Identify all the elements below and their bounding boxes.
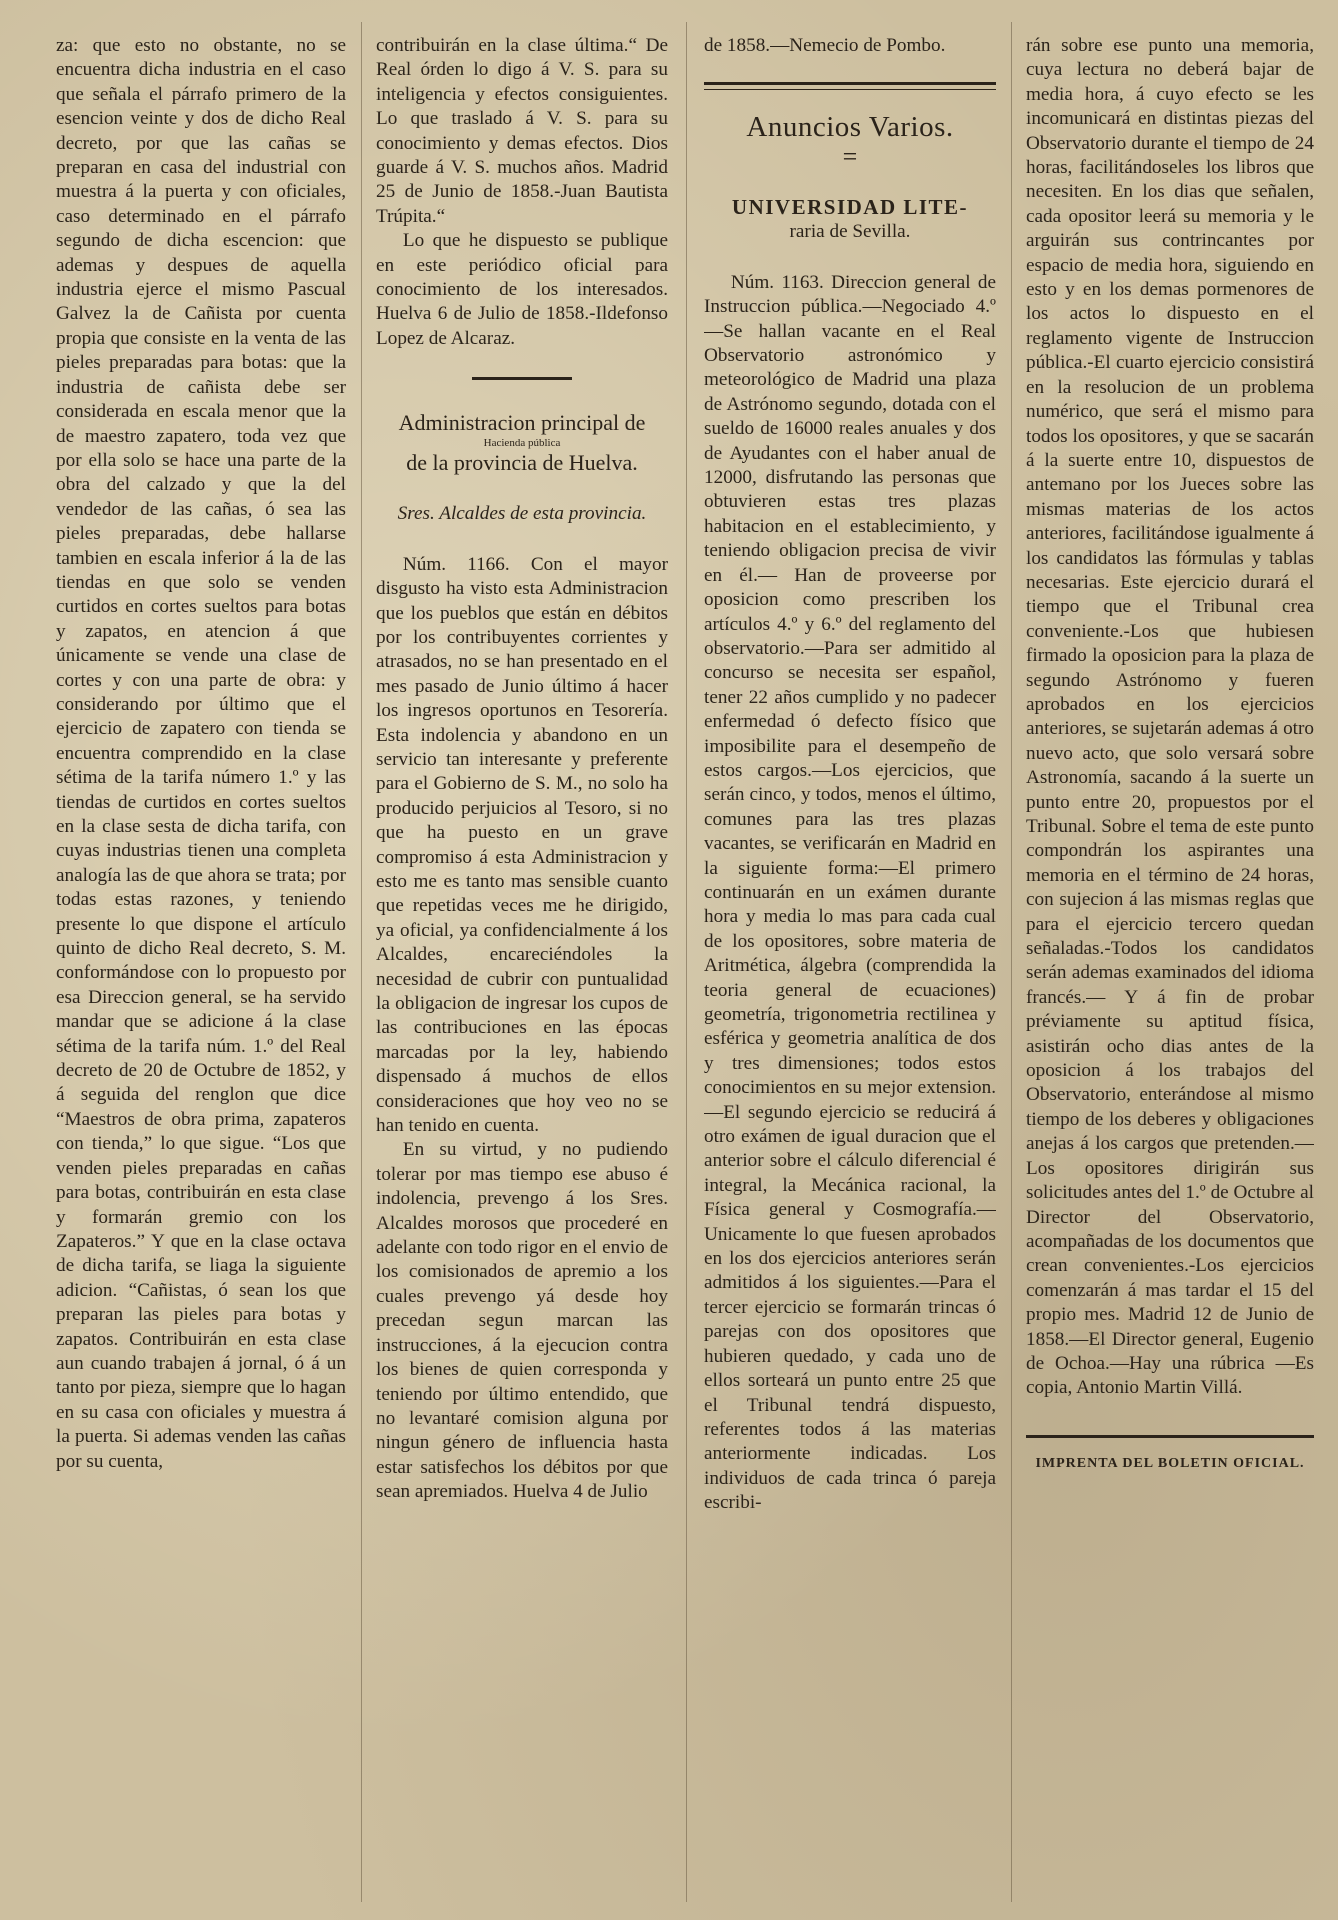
column-divider [1011, 22, 1012, 1902]
col2-publication-note: Lo que he dispuesto se publique en este periódico oficial para conocimiento de los interesados. Huelva 6 de Julio de 1858.-Ildefonso Lopez de Alcaraz. [376, 230, 668, 349]
col3-signature: de 1858.—Nemecio de Pombo. [704, 35, 946, 56]
university-title: UNIVERSIDAD LITE- [731, 195, 969, 220]
notice-1166-continued: En su virtud, y no pudiendo tolerar por mas tiempo ese abuso é indolencia, prevengo á los Sres. Alcaldes morosos que procederé en adelante con todo rigor en el envio de los comisionados de apremio a los cuales prevengo yá desde hoy precedan segun marcan las instrucciones, á la ejecucion contra los bienes de quien corresponda y teniendo por último entendido, que no levantaré comision alguna por ningun género de influencia hasta estar satisfechos los débitos por que sean apremiados. Huelva 4 de Julio [376, 1139, 668, 1503]
section-mark: = [842, 142, 858, 172]
col4-text: rán sobre ese punto una memoria, cuya lectura no deberá bajar de media hora, á cuyo efecto se les incomunicará en distintas piezas del Observatorio durante el tiempo de 24 horas, facilitándoseles los libros que necesiten. En los dias que señalen, cada opositor leerá su memoria y le arguirán sus contrincantes por espacio de media hora, siguiendo en esto y en los demas pormenores de los actos lo dispuesto en el reglamento vigente de Instruccion pública.-El cuarto ejercicio consistirá en la resolucion de un problema numérico, que será el mismo para todos los opositores, y que se sacarán á la suerte entre 10, dispuestos de antemano por los Jueces sobre las mismas materias de los actos anteriores, facilitándose igualmente á los candidatos las fórmulas y tablas necesarias. Este ejercicio durará el tiempo que el Tribunal crea conveniente.-Los que hubiesen firmado la oposicion para la plaza de segundo Astrónomo y fueren aprobados en los ejercicios anteriores, se sujetarán ademas á otro nuevo acto, que solo versará sobre Astronomía, sacando á la suerte un punto entre 20, propuestos por el Tribunal. Sobre el tema de este punto compondrán los aspirantes una memoria en el término de 24 horas, con sujecion á las mismas reglas que para el ejercicio tercero quedan señaladas.-Todos los candidatos serán ademas examinados del idioma francés.— Y á fin de probar préviamente su aptitud física, asistirán ocho dias antes de la oposicion á los trabajos del Observatorio, enterándose al mismo tiempo de los deberes y obligaciones anejas á los cargos que pretenden.— Los opositores dirigirán sus solicitudes antes del 1.º de Octubre al Director del Observatorio, acompañadas de los documentos que crean convenientes.-Los ejercicios comenzarán á mas tardar el 15 del propio mes. Madrid 12 de Junio de 1858.—El Director general, Eugenio de Ochoa.—Hay una rúbrica —Es copia, Antonio Martin Villá. [1026, 35, 1314, 1399]
addressee: Sres. Alcaldes de esta provincia. [397, 503, 647, 525]
university-subtitle: raria de Sevilla. [789, 221, 911, 243]
imprint-rule [1026, 1435, 1314, 1441]
admin-province: de la provincia de Huelva. [406, 450, 638, 476]
imprint: IMPRENTA DEL BOLETIN OFICIAL. [1035, 1455, 1305, 1471]
section-title: Anuncios Varios. [746, 111, 954, 144]
double-rule [704, 82, 996, 90]
column-3 [704, 34, 996, 1894]
column-4 [1026, 34, 1314, 1894]
column-2 [376, 34, 668, 1894]
column-divider [686, 22, 687, 1902]
notice-1166: Núm. 1166. Con el mayor disgusto ha visto esta Administracion que los pueblos que están en débitos por los contribuyentes corrientes y atrasados, no se han presentado en el mes pasado de Junio último á hacer los ingresos oportunos en Tesorería. Esta indolencia y abandono en un servicio tan interesante y preferente para el Gobierno de S. M., no solo ha producido perjuicios al Tesoro, si no que ha puesto en un grave compromiso á esta Administracion y esto me es tanto mas sensible cuanto que repetidas veces me he dirigido, ya oficial, ya confidencialmente á los Alcaldes, encareciéndoles la necesidad de cubrir con puntualidad la obligacion de ingresar los cupos de las contribuciones en las épocas marcadas por la ley, habiendo dispensado á muchos de ellos consideraciones que hoy veo no se han tenido en cuenta. [376, 553, 668, 1137]
col2-decree-end: contribuirán en la clase última.“ De Real órden lo digo á V. S. para su inteligencia y efectos consiguientes. Lo que traslado á V. S. para su conocimiento y demas efectos. Dios guarde á V. S. muchos años. Madrid 25 de Junio de 1858.-Juan Bautista Trúpita.“ [376, 35, 668, 227]
notice-1163: Núm. 1163. Direccion general de Instruccion pública.—Negociado 4.º—Se hallan vacante en el Real Observatorio astronómico y meteorológico de Madrid una plaza de Astrónomo segundo, dotada con el sueldo de 16000 reales anuales y dos de Ayudantes con el haber anual de 12000, disfrutando las personas que obtuvieren estas tres plazas habitacion en el establecimiento, y teniendo obligacion precisa de vivir en él.— Han de proveerse por oposicion como prescriben los artículos 4.º y 6.º del reglamento del observatorio.—Para ser admitido al concurso se necesita ser español, tener 22 años cumplido y no padecer enfermedad ó defecto físico que imposibilite para el desempeño de estos cargos.—Los ejercicios, que serán cinco, y todos, menos el último, comunes para las tres plazas vacantes, se verificarán en Madrid en la siguiente forma:—El primero continuarán en un exámen durante hora y media lo mas para cada cual de los opositores, sobre materia de Aritmética, álgebra (comprendida la teoria general de ecuaciones) geometría, trigonometria rectilinea y esférica y geometria analítica de dos y tres dimensiones; todos estos conocimientos en su mejor extension.—El segundo ejercicio se reducirá á otro exámen de igual duracion que el anterior sobre el cálculo diferencial é integral, la Mecánica racional, la Física general y Cosmografía.—Unicamente lo que fuesen aprobados en los dos ejercicios anteriores serán admitidos á los siguientes.—Para el tercer ejercicio se formarán trincas ó parejas con dos opositores que hubieren quedado, y cada uno de ellos sorteará un punto entre 25 que el Tribunal tendrá dispuesto, referentes todos á las materias anteriormente indicadas. Los individuos de cada trinca ó pareja escribi- [704, 271, 996, 1514]
admin-heading: Administracion principal de [398, 410, 646, 436]
admin-heading-small: Hacienda pública [483, 437, 561, 450]
col1-text: za: que esto no obstante, no se encuentra dicha industria en el caso que señala el párrafo primero de la esencion veinte y dos de dicho Real decreto, por que las cañas se preparan en casa del industrial con muestra á la puerta y con oficiales, caso determinado en el párrafo segundo de dicha escencion: que ademas y despues de aquella industria ejerce el mismo Pascual Galvez la de Cañista por cuenta propia que consiste en la venta de las pieles preparadas para botas: que la industria de cañista debe ser considerada en escala menor que la de maestro zapatero, toda vez que por ella solo se hace una parte de la obra del calzado y que la del vendedor de las cañas, ó sea las pieles preparadas, debe hallarse tambien en escala inferior á la de las tiendas en que solo se venden curtidos en cortes sueltos para botas y zapatos, en atencion á que únicamente se vende una clase de cortes y con una parte de obra: y considerando por último que el ejercicio de zapatero con tienda se encuentra comprendido en la clase sétima de la tarifa número 1.º y las tiendas de curtidos en cortes sueltos en la clase sesta de dicha tarifa, con cuyas industrias tienen una completa analogía las de que ahora se trata; por todas estas razones, y teniendo presente lo que dispone el artículo quinto de dicho Real decreto, S. M. conformándose con lo propuesto por esa Direccion general, se ha servido mandar que se adicione á la clase sétima de la tarifa núm. 1.º del Real decreto de 20 de Octubre de 1852, y á seguida del renglon que dice “Maestros de obra prima, zapateros con tienda,” lo que sigue. “Los que venden pieles preparadas en cañas para botas, contribuirán en esta clase y formarán gremio con los Zapateros.” Y que en la clase octava de dicha tarifa, se liaga la siguiente adicion. “Cañistas, ó sean los que preparan las pieles para botas y zapatos. Contribuirán en esta clase aun cuando trabajen á jornal, ó á un tanto por pieza, siempre que lo hagan en su casa con oficiales y muestra á la puerta. Si ademas venden las cañas por su cuenta, [56, 35, 346, 1472]
column-1 [56, 34, 346, 1894]
column-divider [361, 22, 362, 1902]
section-rule [472, 377, 572, 380]
